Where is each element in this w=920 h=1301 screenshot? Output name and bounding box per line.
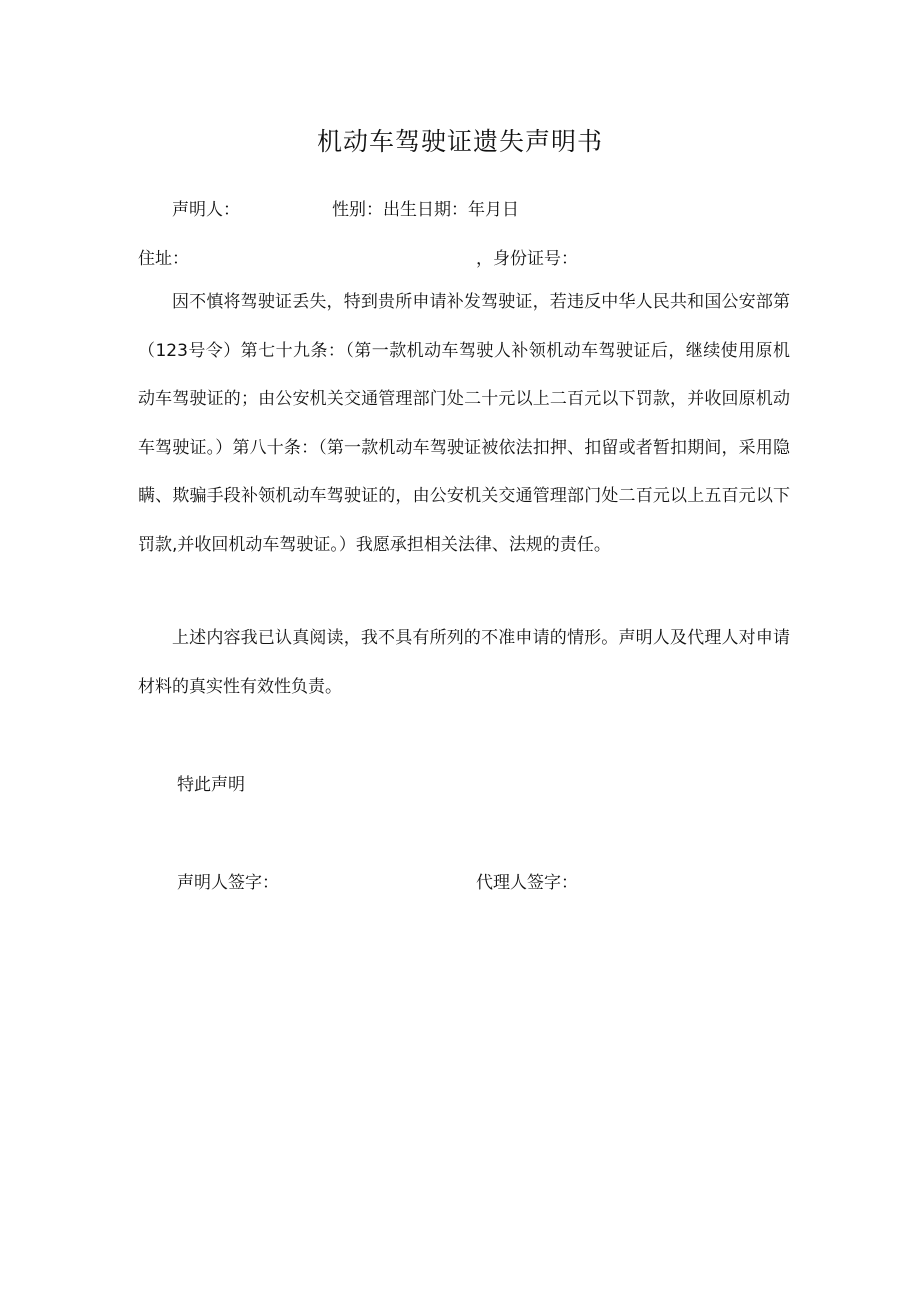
declarant-label: 声明人： <box>172 200 240 220</box>
closing-statement: 特此声明 <box>177 775 245 795</box>
address-label: 住址： <box>138 249 189 269</box>
id-number-label: ，身份证号： <box>476 249 578 269</box>
declarant-signature-label: 声明人签字： <box>177 873 279 893</box>
agent-signature-label: 代理人签字： <box>476 873 578 893</box>
document-title: 机动车驾驶证遗失声明书 <box>316 127 603 156</box>
acknowledgement-paragraph: 上述内容我已认真阅读，我不具有所列的不准申请的情形。声明人及代理人对申请材料的真实性有效性负责。 <box>138 628 790 697</box>
declaration-paragraph: 因不慎将驾驶证丢失，特到贵所申请补发驾驶证，若违反中华人民共和国公安部第（123号令）第七十九条：（第一款机动车驾驶人补领机动车驾驶证后，继续使用原机动车驾驶证的；由公安机关交通管理部门处二十元以上二百元以下罚款，并收回原机动车驾驶证。）第八十条：（第一款机动车驾驶证被依法扣押、扣留或者暂扣期间，采用隐瞒、欺骗手段补领机动车驾驶证的，由公安机关交通管理部门处二百元以上五百元以下罚款,并收回机动车驾驶证。）我愿承担相关法律、法规的责任。 <box>138 292 790 555</box>
gender-dob-label: 性别：出生日期：年月日 <box>332 200 519 220</box>
